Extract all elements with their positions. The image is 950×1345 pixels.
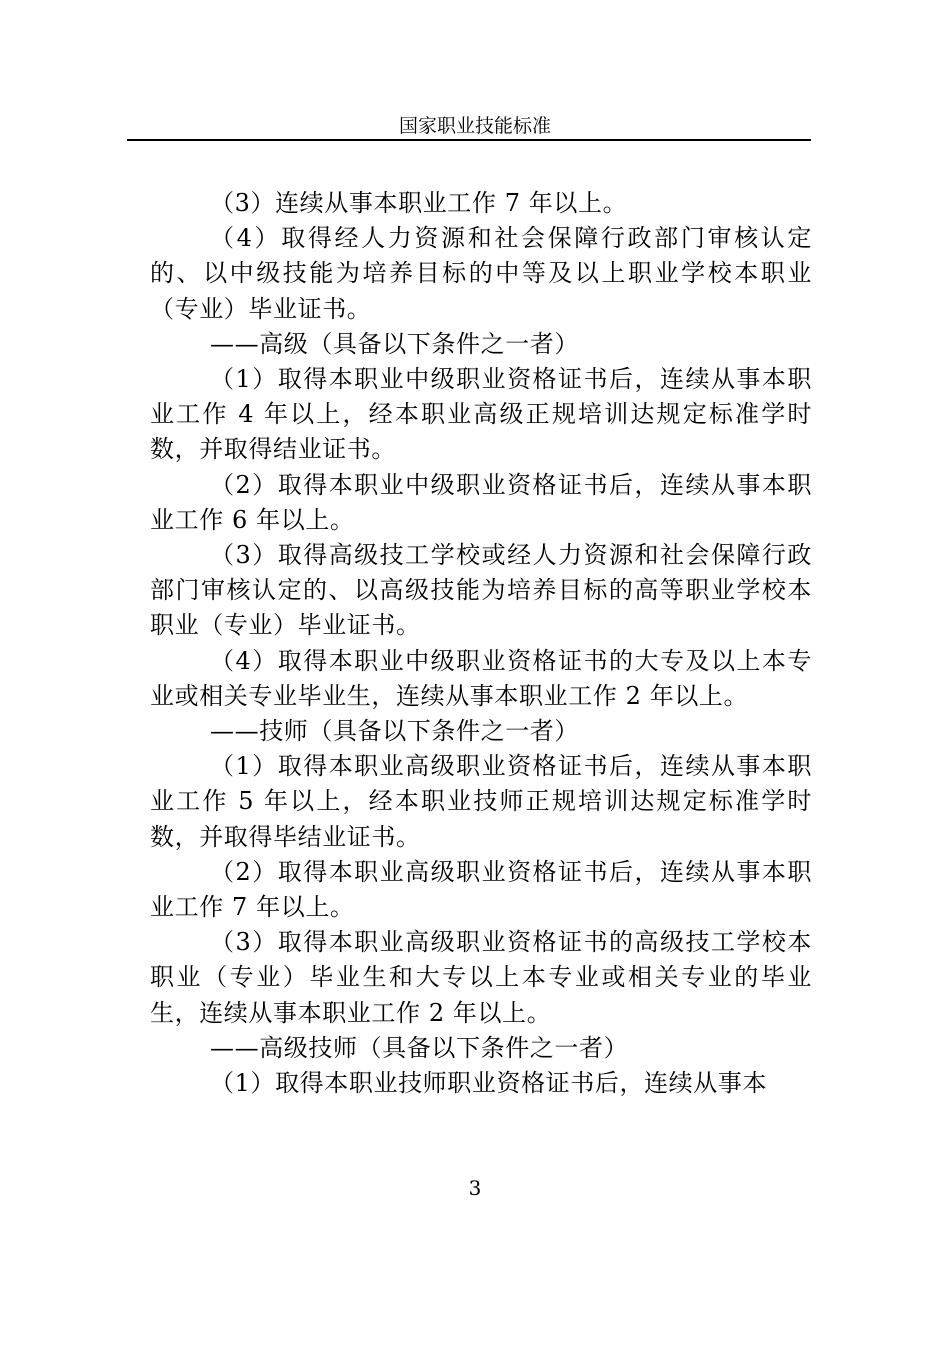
section-heading-advanced: ——高级（具备以下条件之一者） [210, 329, 579, 358]
section-heading-technician: ——技师（具备以下条件之一者） [210, 717, 579, 746]
page-number: 3 [468, 1176, 482, 1200]
body-text [150, 186, 812, 1101]
paragraph: （1）取得本职业高级职业资格证书后，连续从事本职业工作 5 年以上，经本职业技师正规培训达规定标准学时数，并取得毕结业证书。 [150, 752, 812, 851]
paragraph: （1）取得本职业技师职业资格证书后，连续从事本 [210, 1069, 768, 1098]
paragraph: （1）取得本职业中级职业资格证书后，连续从事本职业工作 4 年以上，经本职业高级正规培训达规定标准学时数，并取得结业证书。 [150, 365, 812, 464]
paragraph: （2）取得本职业高级职业资格证书后，连续从事本职业工作 7 年以上。 [150, 857, 812, 922]
paragraph: （4）取得经人力资源和社会保障行政部门审核认定的、以中级技能为培养目标的中等及以上职业学校本职业（专业）毕业证书。 [150, 224, 812, 323]
paragraph: （4）取得本职业中级职业资格证书的大专及以上本专业或相关专业毕业生，连续从事本职业工作 2 年以上。 [150, 646, 812, 710]
paragraph: （3）连续从事本职业工作 7 年以上。 [210, 189, 628, 217]
paragraph: （3）取得高级技工学校或经人力资源和社会保障行政部门审核认定的、以高级技能为培养目标的高等职业学校本职业（专业）毕业证书。 [150, 541, 812, 640]
paragraph: （2）取得本职业中级职业资格证书后，连续从事本职业工作 6 年以上。 [150, 470, 812, 534]
paragraph: （3）取得本职业高级职业资格证书的高级技工学校本职业（专业）毕业生和大专以上本专业或相关专业的毕业生，连续从事本职业工作 2 年以上。 [150, 928, 812, 1027]
section-heading-senior-technician: ——高级技师（具备以下条件之一者） [210, 1033, 629, 1062]
header-rule [127, 139, 811, 141]
running-header-title: 国家职业技能标准 [398, 115, 551, 137]
